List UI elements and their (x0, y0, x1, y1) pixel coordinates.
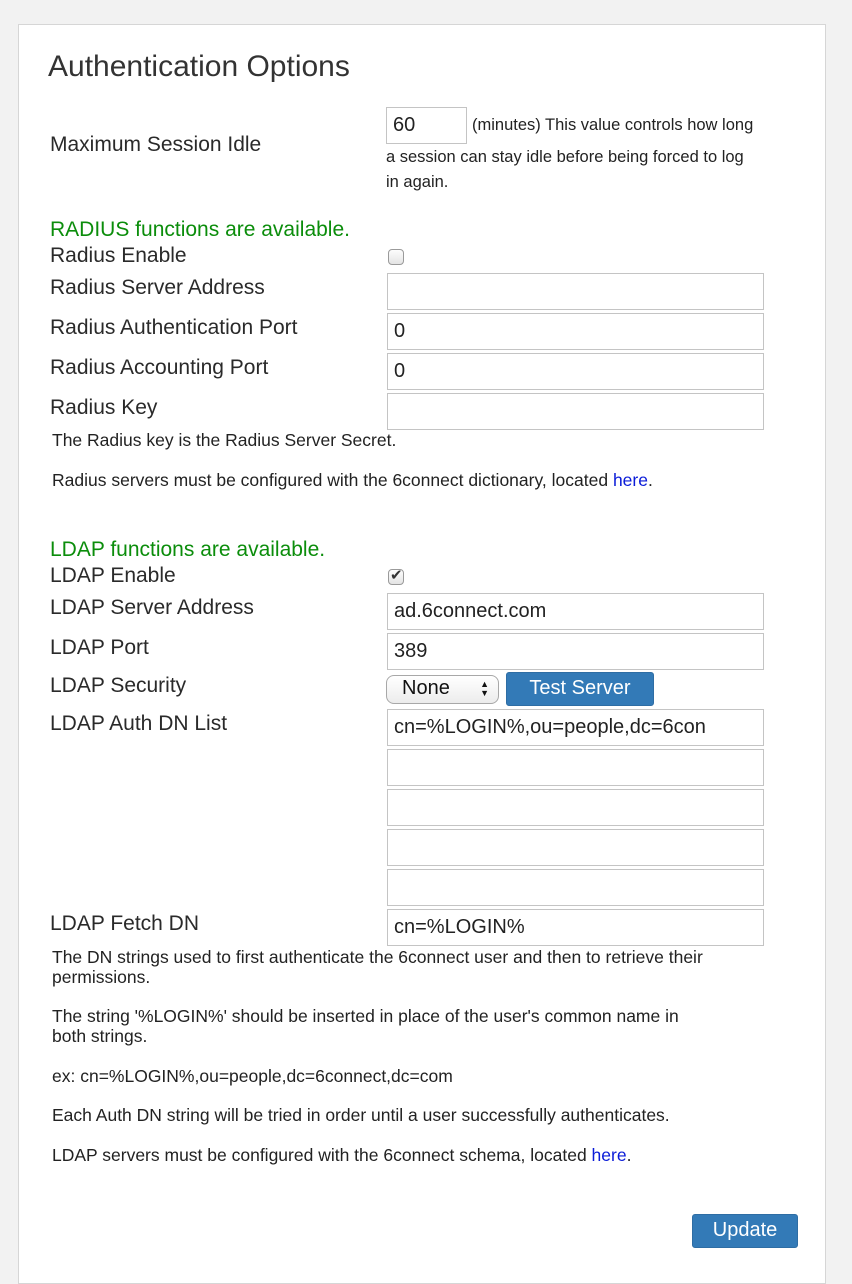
radius-accounting-port-input[interactable] (387, 353, 764, 390)
radius-server-address-label: Radius Server Address (50, 276, 265, 299)
radius-enable-label: Radius Enable (50, 244, 187, 267)
ldap-auth-dn-input-2[interactable] (387, 749, 764, 786)
ldap-security-value: None (402, 677, 450, 699)
radius-accounting-port-label: Radius Accounting Port (50, 356, 269, 379)
radius-key-input[interactable] (387, 393, 764, 430)
page-title: Authentication Options (48, 50, 350, 83)
ldap-dn-example: ex: cn=%LOGIN%,ou=people,dc=6connect,dc=com (52, 1066, 453, 1086)
test-server-button[interactable]: Test Server (506, 672, 654, 706)
ldap-dn-note-1a: The DN strings used to first authenticate the 6connect user and then to retrieve their (52, 947, 703, 967)
ldap-enable-label: LDAP Enable (50, 564, 176, 587)
ldap-auth-dn-input-4[interactable] (387, 829, 764, 866)
radius-auth-port-label: Radius Authentication Port (50, 316, 298, 339)
updown-arrows-icon: ▲ ▼ (480, 679, 489, 698)
session-idle-input[interactable] (386, 107, 467, 144)
ldap-dn-note-2a: The string '%LOGIN%' should be inserted in place of the user's common name in (52, 1006, 679, 1026)
ldap-auth-dn-input-5[interactable] (387, 869, 764, 906)
ldap-port-label: LDAP Port (50, 636, 149, 659)
ldap-schema-link[interactable]: here (591, 1145, 627, 1165)
ldap-port-input[interactable] (387, 633, 764, 670)
ldap-dn-note-1b: permissions. (52, 967, 151, 987)
radius-key-note: The Radius key is the Radius Server Secret. (52, 430, 397, 450)
session-idle-help-3: in again. (386, 173, 449, 191)
radius-enable-checkbox[interactable] (388, 249, 404, 265)
session-idle-help-1: (minutes) This value controls how long (472, 116, 754, 134)
ldap-security-label: LDAP Security (50, 674, 187, 697)
ldap-available-text: LDAP functions are available. (50, 538, 326, 561)
radius-server-address-input[interactable] (387, 273, 764, 310)
auth-options-panel (18, 24, 826, 1284)
ldap-dn-note-2b: both strings. (52, 1026, 148, 1046)
ldap-enable-checkbox[interactable] (388, 569, 404, 585)
radius-dictionary-link[interactable]: here (612, 470, 648, 490)
radius-available-text: RADIUS functions are available. (50, 218, 350, 241)
ldap-schema-note: LDAP servers must be configured with the 6connect schema, located here. (52, 1145, 632, 1165)
ldap-auth-dn-label: LDAP Auth DN List (50, 712, 228, 735)
ldap-security-select[interactable] (386, 675, 499, 704)
ldap-auth-dn-input-1[interactable] (387, 709, 764, 746)
ldap-fetch-dn-input[interactable] (387, 909, 764, 946)
ldap-auth-dn-input-3[interactable] (387, 789, 764, 826)
session-idle-help-2: a session can stay idle before being forced to log (386, 148, 744, 166)
ldap-server-address-input[interactable] (387, 593, 764, 630)
ldap-fetch-dn-label: LDAP Fetch DN (50, 912, 199, 935)
radius-auth-port-input[interactable] (387, 313, 764, 350)
radius-dictionary-note: Radius servers must be configured with the 6connect dictionary, located here. (52, 470, 653, 490)
radius-key-label: Radius Key (50, 396, 158, 419)
ldap-server-address-label: LDAP Server Address (50, 596, 254, 619)
session-idle-label: Maximum Session Idle (50, 133, 262, 156)
update-button[interactable]: Update (692, 1214, 798, 1248)
checkmark-icon: ✔ (390, 567, 403, 584)
ldap-dn-note-4: Each Auth DN string will be tried in order until a user successfully authenticates. (52, 1105, 670, 1125)
